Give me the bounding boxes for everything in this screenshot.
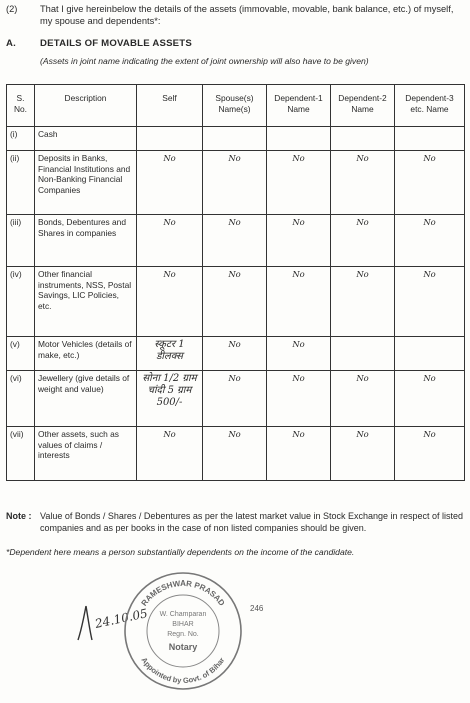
dependent-footnote: *Dependent here means a person substantially dependents on the income of the candidate.	[6, 547, 355, 557]
stamp-line-3: Regn. No.	[167, 631, 199, 638]
row-sno: (iv)	[7, 267, 35, 337]
signature-date: 24.10.05	[93, 606, 149, 631]
row-description: Motor Vehicles (details of make, etc.)	[35, 337, 137, 371]
cell-self: सोना 1/2 ग्राम चांदी 5 ग्राम 500/-	[137, 371, 203, 427]
row-sno: (i)	[7, 127, 35, 151]
cell-dependent-1: No	[267, 427, 331, 481]
cell-self: No	[137, 267, 203, 337]
header-spouse: Spouse(s) Name(s)	[203, 85, 267, 127]
cell-spouse: No	[203, 427, 267, 481]
intro-number: (2)	[6, 4, 18, 14]
row-description: Other assets, such as values of claims / interests	[35, 427, 137, 481]
cell-self: स्कूटर 1 डीलक्स	[137, 337, 203, 371]
cell-dependent-3	[395, 337, 465, 371]
row-description: Jewellery (give details of weight and value)	[35, 371, 137, 427]
section-note: (Assets in joint name indicating the extent of joint ownership will also have to be given)	[40, 56, 369, 66]
row-description: Bonds, Debentures and Shares in companies	[35, 215, 137, 267]
intro-text: That I give hereinbelow the details of the assets (immovable, movable, bank balance, etc.) of myself, my spouse and dependents*:	[40, 4, 454, 26]
row-sno: (iii)	[7, 215, 35, 267]
cell-spouse: No	[203, 267, 267, 337]
section-letter: A.	[6, 38, 16, 49]
header-dependent-1: Dependent-1 Name	[267, 85, 331, 127]
cell-dependent-1: No	[267, 337, 331, 371]
cell-self: No	[137, 151, 203, 215]
cell-dependent-1: No	[267, 151, 331, 215]
row-description: Cash	[35, 127, 137, 151]
table-row	[7, 337, 465, 371]
movable-assets-table	[6, 84, 465, 481]
row-sno: (vi)	[7, 371, 35, 427]
cell-spouse: No	[203, 215, 267, 267]
cell-dependent-2: No	[331, 371, 395, 427]
row-description: Other financial instruments, NSS, Postal Savings, LIC Policies, etc.	[35, 267, 137, 337]
stamp-notary: Notary	[168, 642, 198, 652]
row-sno: (ii)	[7, 151, 35, 215]
cell-dependent-1: No	[267, 215, 331, 267]
cell-dependent-3: No	[395, 267, 465, 337]
cell-dependent-2: No	[331, 215, 395, 267]
header-description: Description	[35, 85, 137, 127]
row-sno: (vii)	[7, 427, 35, 481]
cell-dependent-3: No	[395, 151, 465, 215]
cell-spouse: No	[203, 371, 267, 427]
cell-self	[137, 127, 203, 151]
cell-dependent-3: No	[395, 215, 465, 267]
stamp-line-1: W. Champaran	[159, 611, 207, 618]
table-row	[7, 151, 465, 215]
note-text: Value of Bonds / Shares / Debentures as per the latest market value in Stock Exchange in respect of listed companies and as per books in the case of non listed companies should be given.	[40, 511, 464, 533]
header-dependent-2: Dependent-2 Name	[331, 85, 395, 127]
table-row	[7, 427, 465, 481]
cell-dependent-1	[267, 127, 331, 151]
cell-dependent-1: No	[267, 267, 331, 337]
stamp-line-2: BIHAR	[172, 621, 194, 628]
row-sno: (v)	[7, 337, 35, 371]
cell-spouse: No	[203, 151, 267, 215]
cell-dependent-3: No	[395, 427, 465, 481]
section-title: DETAILS OF MOVABLE ASSETS	[40, 38, 192, 49]
cell-dependent-2	[331, 127, 395, 151]
cell-self: No	[137, 427, 203, 481]
table-row	[7, 127, 465, 151]
cell-dependent-2: No	[331, 151, 395, 215]
cell-spouse: No	[203, 337, 267, 371]
cell-dependent-3	[395, 127, 465, 151]
stamp-top-text: RAMESHWAR PRASAD	[139, 578, 227, 608]
stamp-bottom-text: Appointed by Govt. of Bihar	[139, 655, 227, 686]
stamp-number: 246	[250, 604, 264, 613]
cell-dependent-2: No	[331, 427, 395, 481]
table-row	[7, 267, 465, 337]
header-self: Self	[137, 85, 203, 127]
cell-dependent-2	[331, 337, 395, 371]
header-sno: S. No.	[7, 85, 35, 127]
table-header-row	[7, 85, 465, 127]
cell-spouse	[203, 127, 267, 151]
row-description: Deposits in Banks, Financial Institutions and Non-Banking Financial Companies	[35, 151, 137, 215]
cell-self: No	[137, 215, 203, 267]
notary-stamp	[120, 568, 246, 694]
cell-dependent-2: No	[331, 267, 395, 337]
header-dependent-3: Dependent-3 etc. Name	[395, 85, 465, 127]
table-row	[7, 215, 465, 267]
cell-dependent-3: No	[395, 371, 465, 427]
table-row	[7, 371, 465, 427]
cell-dependent-1: No	[267, 371, 331, 427]
note-label: Note :	[6, 511, 32, 521]
